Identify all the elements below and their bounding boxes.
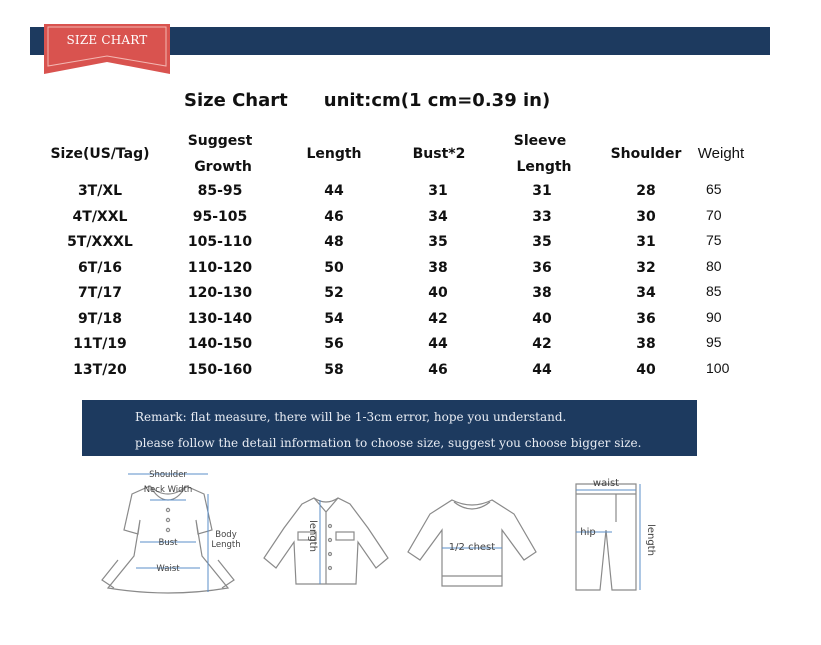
cell-size: 3T/XL	[77, 183, 123, 199]
sweater-chest-label: 1/2 chest	[448, 542, 496, 553]
dress-shoulder-label: Shoulder	[149, 470, 187, 480]
cell-shoulder: 34	[636, 285, 656, 301]
dress-body-label-1: Body	[215, 530, 237, 540]
cell-growth: 105-110	[187, 234, 253, 250]
shirt-length-label: length	[307, 520, 318, 552]
cell-weight: 85	[706, 283, 722, 299]
cell-shoulder: 28	[636, 183, 656, 199]
dress-bust-label: Bust	[158, 538, 178, 548]
cell-size: 5T/XXXL	[67, 234, 133, 250]
cell-length: 56	[324, 336, 344, 352]
cell-shoulder: 32	[636, 259, 656, 276]
cell-bust: 42	[428, 310, 448, 327]
remark-line-2: please follow the detail information to choose size, suggest you choose bigger size.	[135, 436, 642, 450]
header-growth-line1: Suggest	[187, 133, 253, 149]
pants-measure-diagram	[566, 460, 666, 598]
cell-weight: 70	[706, 206, 722, 223]
cell-size: 13T/20	[73, 361, 127, 378]
header-size: Size(US/Tag)	[50, 146, 150, 162]
dress-waist-label: Waist	[156, 564, 180, 574]
cell-sleeve: 31	[532, 183, 552, 199]
sweater-measure-diagram	[402, 460, 542, 594]
cell-sleeve: 40	[532, 310, 552, 327]
cell-sleeve: 38	[532, 285, 552, 301]
chart-title	[184, 90, 550, 111]
header-growth-line2: Growth	[194, 159, 252, 175]
cell-sleeve: 44	[532, 361, 552, 378]
cell-growth: 130-140	[187, 310, 253, 327]
cell-sleeve: 36	[532, 259, 552, 276]
cell-growth: 110-120	[187, 259, 253, 276]
cell-weight: 65	[706, 181, 722, 197]
header-sleeve-line2: Length	[516, 159, 572, 175]
cell-weight: 95	[706, 334, 722, 350]
cell-shoulder: 36	[636, 310, 656, 327]
header-weight: Weight	[697, 145, 745, 162]
cell-sleeve: 35	[532, 234, 552, 250]
cell-bust: 46	[428, 361, 448, 378]
cell-size: 7T/17	[78, 285, 122, 301]
remark-line-1: Remark: flat measure, there will be 1-3cm error, hope you understand.	[135, 410, 567, 424]
cell-length: 48	[324, 234, 344, 250]
header-bust: Bust*2	[412, 146, 466, 162]
badge-label: SIZE CHART	[66, 33, 148, 47]
dress-measure-diagram	[88, 460, 250, 606]
cell-weight: 100	[706, 359, 730, 376]
pants-waist-label: waist	[592, 478, 620, 489]
cell-bust: 38	[428, 259, 448, 276]
header-shoulder: Shoulder	[610, 146, 682, 162]
cell-shoulder: 30	[636, 208, 656, 225]
cell-sleeve: 33	[532, 208, 552, 225]
cell-growth: 140-150	[187, 336, 253, 352]
title-text: Size Chart	[184, 90, 288, 111]
cell-bust: 44	[428, 336, 448, 352]
cell-bust: 34	[428, 208, 448, 225]
cell-size: 6T/16	[78, 259, 122, 276]
shirt-measure-diagram	[258, 460, 394, 594]
pants-length-label: length	[645, 524, 656, 556]
cell-bust: 35	[428, 234, 448, 250]
cell-sleeve: 42	[532, 336, 552, 352]
header-sleeve-line1: Sleeve	[513, 133, 567, 149]
cell-length: 58	[324, 361, 344, 378]
cell-length: 46	[324, 208, 344, 225]
cell-shoulder: 31	[636, 234, 656, 250]
cell-growth: 85-95	[197, 183, 243, 199]
cell-length: 52	[324, 285, 344, 301]
cell-bust: 31	[428, 183, 448, 199]
cell-weight: 75	[706, 232, 722, 248]
cell-growth: 95-105	[192, 208, 248, 225]
cell-shoulder: 40	[636, 361, 656, 378]
unit-text: unit:cm(1 cm=0.39 in)	[323, 90, 551, 111]
cell-growth: 150-160	[187, 361, 253, 378]
pants-hip-label: hip	[580, 527, 596, 538]
cell-length: 54	[324, 310, 344, 327]
cell-shoulder: 38	[636, 336, 656, 352]
size-chart-ribbon-badge	[44, 24, 170, 74]
cell-growth: 120-130	[187, 285, 253, 301]
cell-size: 9T/18	[78, 310, 122, 327]
dress-body-label-2: Length	[211, 540, 241, 550]
dress-neck-label: Neck Width	[143, 485, 193, 495]
cell-size: 4T/XXL	[72, 208, 128, 225]
cell-weight: 80	[706, 257, 722, 274]
header-length: Length	[306, 146, 362, 162]
cell-size: 11T/19	[73, 336, 127, 352]
cell-length: 50	[324, 259, 344, 276]
cell-weight: 90	[706, 308, 722, 325]
cell-bust: 40	[428, 285, 448, 301]
cell-length: 44	[324, 183, 344, 199]
